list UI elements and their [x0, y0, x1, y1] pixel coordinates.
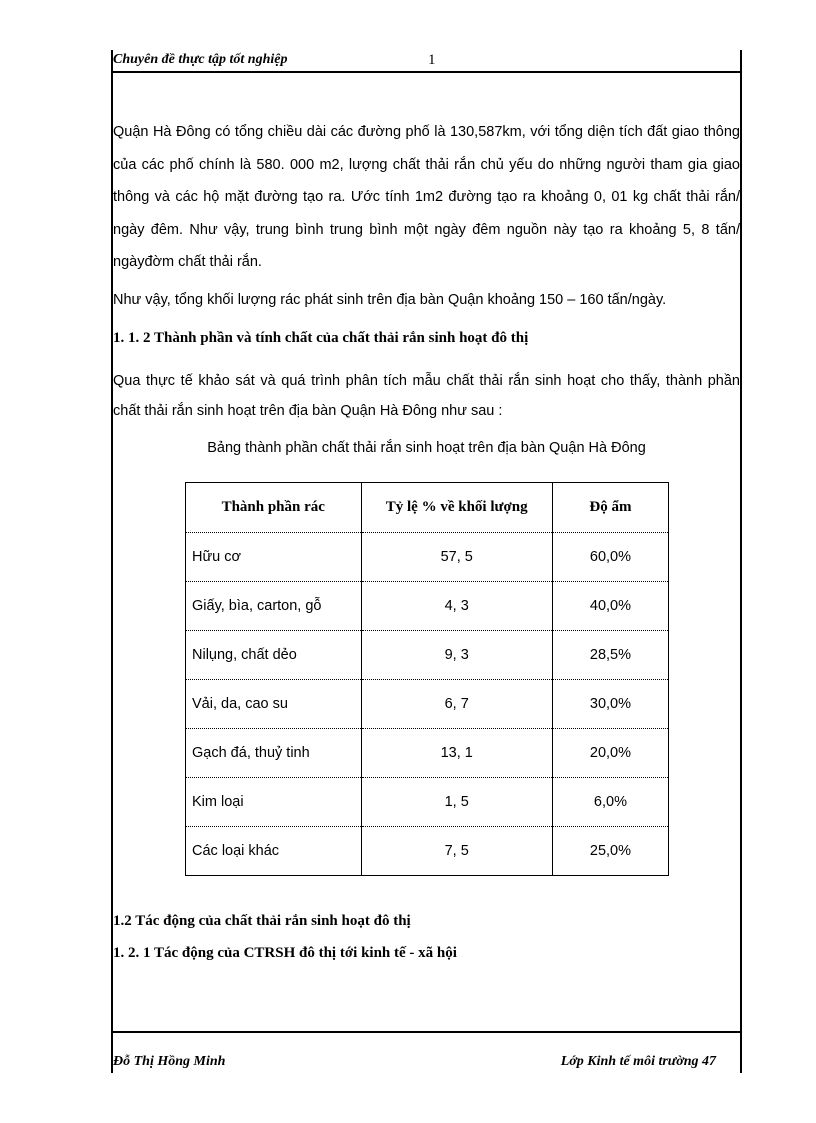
table-row: [186, 729, 669, 778]
cell-mass-percent: 13, 1: [361, 729, 552, 778]
table-row: [186, 827, 669, 876]
table-caption: Bảng thành phần chất thải rắn sinh hoạt trên địa bàn Quận Hà Đông: [207, 440, 646, 456]
cell-mass-percent: 1, 5: [361, 778, 552, 827]
header-cell: Thành phần rác: [186, 483, 362, 533]
section-heading-1-2: 1.2 Tác động của chất thải rắn sinh hoạt đô thị: [113, 913, 411, 929]
paragraph-2: Như vậy, tổng khối lượng rác phát sinh trên địa bàn Quận khoảng 150 – 160 tấn/ngày.: [113, 292, 667, 308]
table-row: [186, 778, 669, 827]
page-header: [113, 52, 741, 72]
cell-mass-percent: 6, 7: [361, 680, 552, 729]
header-cell: Độ ẩm: [552, 483, 668, 533]
table-row: [186, 680, 669, 729]
cell-mass-percent: 4, 3: [361, 582, 552, 631]
cell-component: Nilụng, chất dẻo: [186, 631, 362, 680]
footer-author: Đỗ Thị Hồng Minh: [113, 1054, 226, 1069]
footer-rule: [111, 1031, 742, 1033]
table-row: [186, 631, 669, 680]
table-header-row: [186, 483, 669, 533]
waste-composition-table: [185, 482, 669, 876]
cell-component: Vải, da, cao su: [186, 680, 362, 729]
footer-class: Lớp Kinh tế môi trường 47: [560, 1054, 716, 1069]
cell-component: Giấy, bìa, carton, gỗ: [186, 582, 362, 631]
header-cell: Tỷ lệ % về khối lượng: [361, 483, 552, 533]
cell-moisture: 40,0%: [552, 582, 668, 631]
cell-moisture: 30,0%: [552, 680, 668, 729]
cell-mass-percent: 57, 5: [361, 533, 552, 582]
cell-mass-percent: 9, 3: [361, 631, 552, 680]
cell-mass-percent: 7, 5: [361, 827, 552, 876]
table-row: [186, 533, 669, 582]
header-rule: [111, 71, 742, 73]
cell-component: Kim loại: [186, 778, 362, 827]
cell-moisture: 25,0%: [552, 827, 668, 876]
paragraph-1: Quận Hà Đông có tổng chiều dài các đường phố là 130,587km, với tổng diện tích đất giao thông của các phố chính là 580. 000 m2, lượng chất thải rắn chủ yếu do những người tham gia giao thông và các hộ mặt đường tạo ra. Ước tính 1m2 đường tạo ra khoảng 0, 01 kg chất thải rắn/ ngày đêm. Như vậy, trung bình trung bình một ngày đêm nguồn này tạo ra khoảng 5, 8 tấn/ ngàyđờm chất thải rắn.: [113, 124, 740, 270]
section-heading-1-1-2: 1. 1. 2 Thành phần và tính chất của chất thải rắn sinh hoạt đô thị: [113, 330, 529, 346]
cell-moisture: 20,0%: [552, 729, 668, 778]
paragraph-3: Qua thực tế khảo sát và quá trình phân tích mẫu chất thải rắn sinh hoạt cho thấy, thành phần chất thải rắn sinh hoạt trên địa bàn Quận Hà Đông như sau :: [113, 373, 740, 419]
section-heading-1-2-1: 1. 2. 1 Tác động của CTRSH đô thị tới kinh tế - xã hội: [113, 945, 457, 961]
page-number: 1: [428, 52, 436, 68]
cell-component: Hữu cơ: [186, 533, 362, 582]
cell-moisture: 28,5%: [552, 631, 668, 680]
table-row: [186, 582, 669, 631]
cell-moisture: 6,0%: [552, 778, 668, 827]
right-margin-line: [740, 50, 742, 1073]
cell-component: Các loại khác: [186, 827, 362, 876]
cell-component: Gạch đá, thuỷ tinh: [186, 729, 362, 778]
cell-moisture: 60,0%: [552, 533, 668, 582]
header-title: Chuyên đề thực tập tốt nghiệp: [113, 52, 288, 67]
